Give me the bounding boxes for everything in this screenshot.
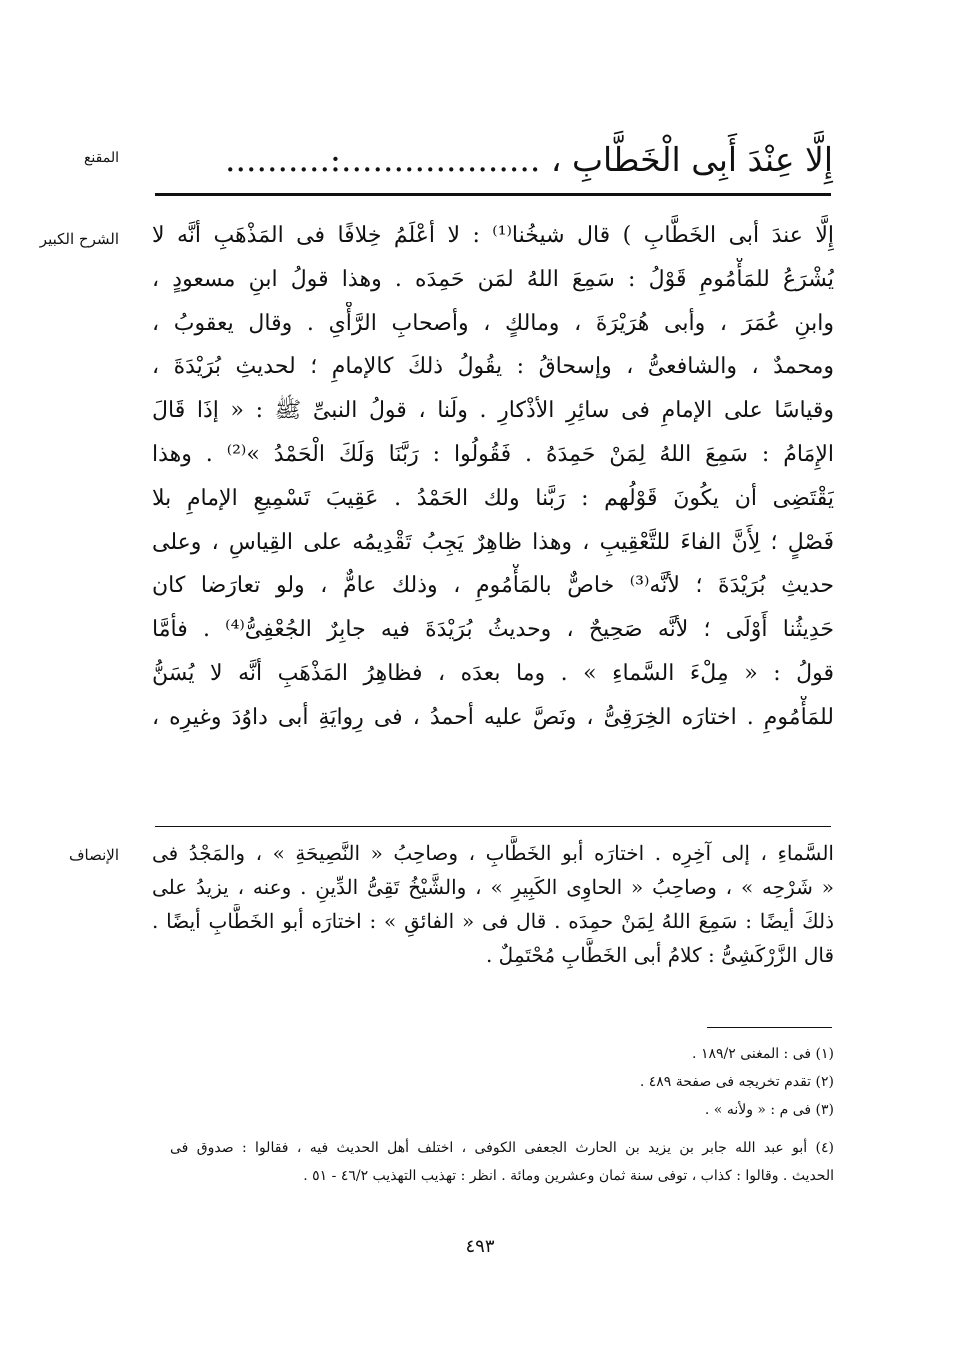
footnote-2: (٢) تقدم تخريجه فى صفحة ٤٨٩ . — [639, 1074, 834, 1090]
sharh-text-block — [152, 214, 834, 740]
running-header-title: إِلَّا عِنْدَ أَبِى الْخَطَّابِ ، ...................:.......... — [225, 140, 833, 179]
insaf-line: « شَرْحِه » ، وصاحِبُ « الحاوِى الكَبِيرِ » ، والشَّيْخُ تَقِىُّ الدِّينِ . وعنه ، يزيدُ على — [152, 875, 834, 899]
sharh-line: حديثِ بُرَيْدَةَ ؛ لأنَّه⁽³⁾ خاصٌّ بالمَأْمُومِ ، وذلك عامٌّ ، ولو تعارَضا كان — [152, 573, 834, 599]
header-divider — [155, 193, 831, 196]
sharh-line: للمَأْمُومِ . اختارَه الخِرَقِىُّ ، ونَصَّ عليه أحمدُ ، فى رِوايَةِ أبى داوُدَ وغيرِه ، — [152, 704, 834, 730]
footnote-divider — [707, 1027, 832, 1028]
footnote-4-continued: الحديث . وقالوا : كذاب ، توفى سنة ثمان وعشرين ومائة . انظر : تهذيب التهذيب ٤٦/٢ - ٥١ . — [303, 1168, 834, 1184]
sharh-line: حَدِيثُنا أَوْلَى ؛ لأنَّه صَحِيحٌ ، وحديثُ بُرَيْدَةَ فيه جابِرٌ الجُعْفِىُّ⁽⁴⁾ . فأمَّا — [152, 617, 834, 643]
sharh-line: قولُ : « مِلْءَ السَّماءِ » . وما بعدَه ، فظاهِرُ المَذْهَبِ أنَّه لا يُسَنُّ — [152, 660, 834, 686]
footnote-1: (١) فى : المغنى ١٨٩/٢ . — [692, 1046, 834, 1062]
sharh-line: فَصْلٍ ؛ لِأَنَّ الفاءَ للتَّعْقِيبِ ، وهذا ظاهِرٌ يَجِبُ تَقْدِيمُه على القِياسِ ، وعلى — [152, 529, 834, 555]
section-divider — [155, 826, 831, 827]
header-side-label: المقنع — [83, 150, 119, 166]
footnote-3: (٣) فى م : « ولأنه » . — [704, 1102, 834, 1118]
footnotes — [170, 1040, 834, 1190]
sharh-line: يَقْتَضِى أن يكُونَ قَوْلُهم : رَبَّنا ولك الحَمْدُ . عَقِيبَ تَسْمِيعِ الإمامِ بلا — [152, 485, 834, 511]
sharh-line: وقياسًا على الإمامِ فى سائِرِ الأذْكارِ . ولَنا ، قولُ النبىِّ ﷺ : « إذَا قَالَ — [152, 398, 834, 424]
insaf-line: قال الزَّرْكَشِىُّ : كلامُ أبى الخَطَّابِ مُحْتَمِلٌ . — [485, 943, 834, 967]
insaf-line: السَّماءِ ، إلى آخِرِه . اختارَه أبو الخَطَّابِ ، وصاحِبُ « النَّصِيحَةِ » ، والمَجْدُ فى — [152, 841, 834, 865]
insaf-line: ذلكَ أيضًا : سَمِعَ اللهُ لِمَنْ حمِدَه . قال فى « الفائقِ » : اختارَه أبو الخَطَّابِ أيضًا . — [152, 909, 834, 933]
sharh-line: وابنِ عُمَرَ ، وأبى هُرَيْرَةَ ، ومالكٍ ، وأصحابِ الرَّأْىِ . وقال يعقوبُ ، — [152, 310, 834, 336]
sharh-margin-label: الشرح الكبير — [39, 230, 119, 248]
footnote-4: (٤) أبو عبد الله جابر بن يزيد بن الحارث الجعفى الكوفى ، اختلف أهل الحديث فيه ، فقالوا : صدوق فى — [170, 1140, 834, 1156]
sharh-line: الإِمَامُ : سَمِعَ اللهُ لِمَنْ حَمِدَهُ . فَقُولُوا : رَبَّنَا وَلَكَ الْحَمْدُ »⁽²⁾ . وهذا — [152, 441, 834, 467]
sharh-line: ومحمدٌ ، والشافعىُّ ، وإسحاقُ : يقُولُ ذلكَ كالإمامِ ؛ لحديثِ بُرَيْدَةَ ، — [152, 354, 834, 380]
sharh-line: إِلَّا عندَ أبى الخَطَّابِ ) قال شيخُنا⁽¹⁾ : لا أعْلَمُ خِلافًا فى المَذْهَبِ أنَّه لا — [152, 223, 834, 248]
page-number: ٤٩٣ — [465, 1236, 495, 1257]
sharh-line: يُشْرَعُ للمَأْمُومِ قَوْلُ : سَمِعَ اللهُ لمَن حَمِدَه . وهذا قولُ ابنِ مسعودٍ ، — [152, 266, 834, 292]
insaf-margin-label: الإنصاف — [68, 846, 119, 864]
insaf-text-block — [152, 836, 834, 972]
